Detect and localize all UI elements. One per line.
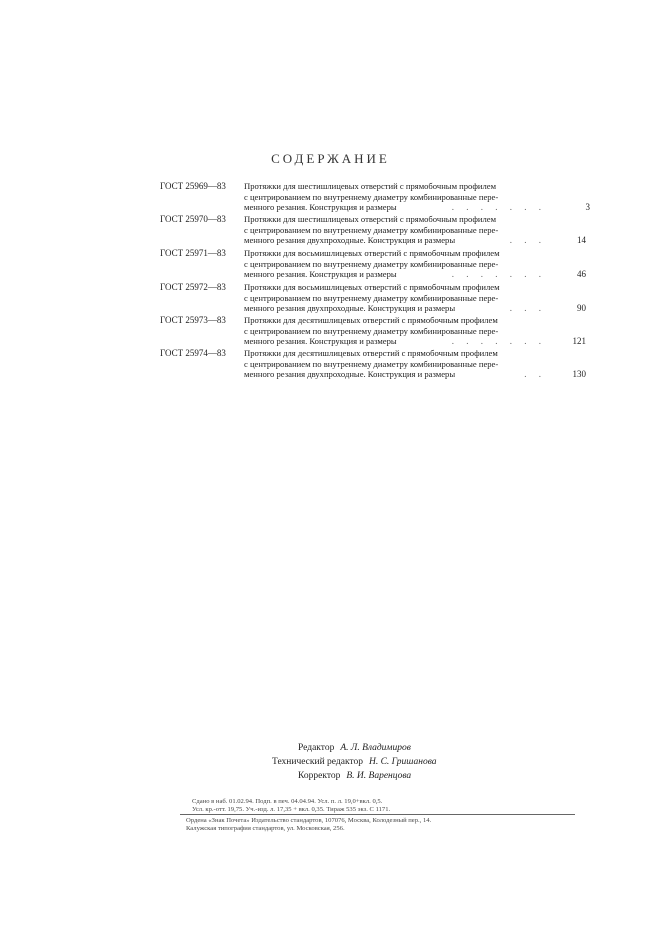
toc-entry-page: 14 xyxy=(577,235,586,245)
publisher-line: Ордена «Знак Почета» Издательство стандартов, 107076, Москва, Колодезный пер., 14. xyxy=(186,817,432,824)
corrector-credit xyxy=(298,770,411,782)
toc-entry-description: Протяжки для шестишлицевых отверстий с прямобочным профилем с центрированием по внутреннему диаметру комбинированные пере- менного резания. Конструкция и размеры xyxy=(244,181,499,212)
toc-entry-code: ГОСТ 25973—83 xyxy=(160,315,226,325)
toc-entry-description: Протяжки для десятишлицевых отверстий с прямобочным профилем с центрированием по внутреннему диаметру комбинированные пере- менного резания. Конструкция и размеры xyxy=(244,315,499,346)
imprint-line: Усл. кр.-отт. 19,75. Уч.-изд. л. 17,35 + вкл. 0,35. Тираж 535 экз. С 1171. xyxy=(192,806,391,813)
toc-leader-dots: . . . xyxy=(509,303,546,313)
toc-entry-description: Протяжки для восьмишлицевых отверстий с прямобочным профилем с центрированием по внутреннему диаметру комбинированные пере- менного резания. Конструкция и размеры xyxy=(244,248,500,279)
toc-entry-page: 3 xyxy=(585,202,590,212)
editor-label: Редактор xyxy=(298,743,335,753)
divider xyxy=(180,814,575,815)
toc-leader-dots: . . . . . . . xyxy=(451,336,546,346)
page-title: СОДЕРЖАНИЕ xyxy=(271,151,390,166)
publisher-line: Калужская типография стандартов, ул. Московская, 256. xyxy=(186,825,345,832)
toc-entry-code: ГОСТ 25972—83 xyxy=(160,282,226,292)
corrector-name: В. И. Варенцова xyxy=(346,771,412,781)
toc-leader-dots: . . . xyxy=(509,235,546,245)
toc-entry-page: 130 xyxy=(572,369,586,379)
toc-entry-description: Протяжки для шестишлицевых отверстий с прямобочным профилем с центрированием по внутреннему диаметру комбинированные пере- менного резания двухпроходные. Конструкция и размеры xyxy=(244,214,499,245)
toc-entry-description: Протяжки для восьмишлицевых отверстий с прямобочным профилем с центрированием по внутреннему диаметру комбинированные пере- менного резания двухпроходные. Конструкция и размеры xyxy=(244,282,500,313)
editor-name: А. Л. Владимиров xyxy=(340,743,411,753)
corrector-label: Корректор xyxy=(298,771,341,781)
toc-entry-page: 121 xyxy=(572,336,586,346)
publisher-details xyxy=(186,817,576,833)
toc-entry-page: 90 xyxy=(577,303,586,313)
imprint-details xyxy=(192,798,572,814)
toc-entry-code: ГОСТ 25971—83 xyxy=(160,248,226,258)
tech-editor-credit xyxy=(272,756,437,768)
toc-entry-code: ГОСТ 25970—83 xyxy=(160,214,226,224)
toc-leader-dots: . . xyxy=(524,369,546,379)
toc-leader-dots: . . . . . . . xyxy=(451,202,546,212)
toc-entry-description: Протяжки для десятишлицевых отверстий с прямобочным профилем с центрированием по внутреннему диаметру комбинированные пере- менного резания двухпроходные. Конструкция и размеры xyxy=(244,348,499,379)
editor-credit xyxy=(298,742,411,754)
toc-entry-code: ГОСТ 25969—83 xyxy=(160,181,226,191)
toc-entry-page: 46 xyxy=(577,269,586,279)
tech-editor-name: Н. С. Гришанова xyxy=(368,757,437,767)
imprint-line: Сдано в наб. 01.02.94. Подп. в печ. 04.04.94. Усл. п. л. 19,0+вкл. 0,5. xyxy=(192,798,383,805)
toc-entry-code: ГОСТ 25974—83 xyxy=(160,348,226,358)
toc-leader-dots: . . . . . . . xyxy=(451,269,546,279)
tech-editor-label: Технический редактор xyxy=(272,757,363,767)
